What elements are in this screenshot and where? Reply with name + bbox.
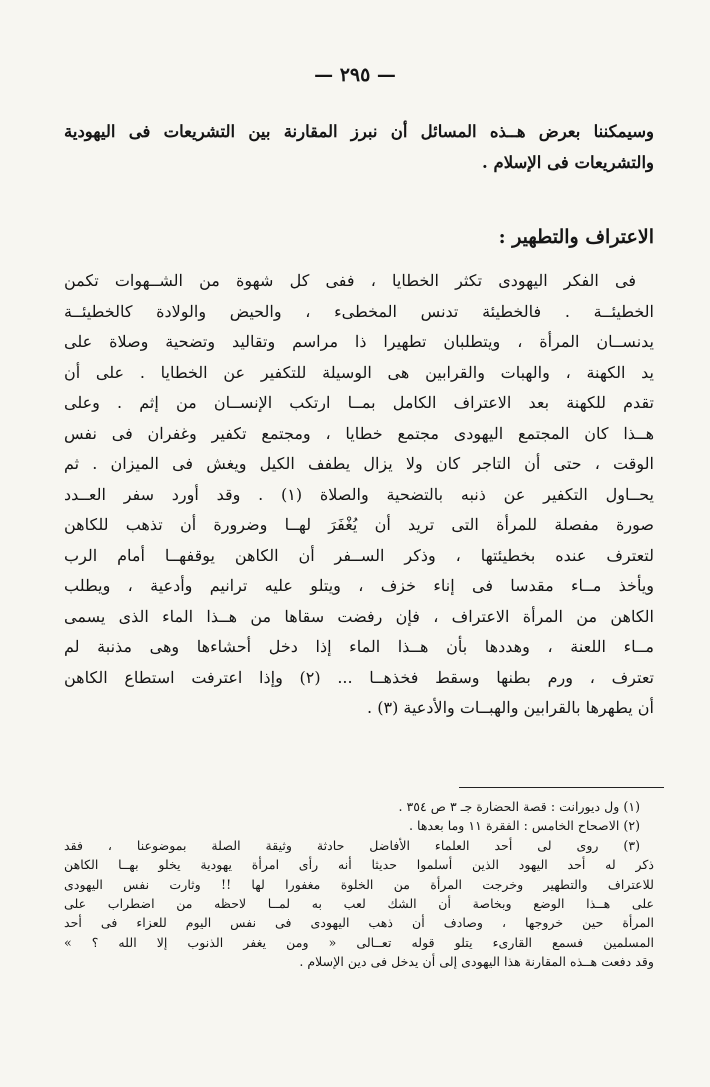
body-line: الوقت ، حتى أن التاجر كان ولا يزال يطفف الكيل ويغش فى الميزان . ثم bbox=[64, 454, 654, 473]
body-line: فى الفكر اليهودى تكثر الخطايا ، ففى كل شهوة من الشــهوات تكمن bbox=[64, 271, 636, 290]
intro-line: والتشريعات فى الإسلام . bbox=[482, 153, 654, 172]
body-line: مــاء اللعنة ، وهددها بأن هــذا الماء إذا دخل أحشاءها وهى مذنبة لم bbox=[64, 637, 654, 656]
intro-paragraph bbox=[64, 116, 654, 178]
body-line: الخطيئــة . فالخطيئة تدنس المخطىء ، والحيض والولادة كالخطيئــة bbox=[64, 301, 654, 321]
body-line: الكاهن من المرأة الاعتراف ، فإن رفضت سقاها من هــذا الماء الذى يسمى bbox=[64, 606, 654, 626]
footnote-divider bbox=[459, 787, 664, 788]
body-line: ويأخذ مــاء مقدسا فى إناء خزف ، ويتلو عليه ترانيم وأدعية ، ويطلب bbox=[64, 576, 654, 595]
footnote-line: ذكر له أحد اليهود الذين أسلموا حديثا أنه رأى امرأة يهودية يخلو بهــا الكاهن bbox=[64, 857, 654, 873]
body-line: تقدم للكهنة بعد الاعتراف الكامل بمــا ارتكب الإنســان من إثم . وعلى bbox=[64, 393, 654, 412]
body-line: هــذا كان المجتمع اليهودى مجتمع خطايا ، ومجتمع تكفير وغفران فى نفس bbox=[64, 423, 654, 443]
section-heading: الاعتراف والتطهير : bbox=[498, 226, 654, 248]
footnote-line: المسلمين فسمع القارىء يتلو قوله تعــالى « ومن يغفر الذنوب إلا الله ؟ » bbox=[64, 934, 654, 950]
footnote-line: وقد دفعت هــذه المقارنة هذا اليهودى إلى أن يدخل فى دين الإسلام . bbox=[299, 954, 654, 970]
footnote-line: (٣) روى لى أحد العلماء الأفاضل حادثة وثيقة الصلة بموضوعنا ، فقد bbox=[64, 837, 640, 853]
footnote-line: (٢) الاصحاح الخامس : الفقرة ١١ وما بعدها . bbox=[409, 818, 640, 834]
body-line: يد الكهنة ، والهبات والقرابين هى الوسيلة للتكفير عن الخطايا . على أن bbox=[64, 362, 654, 382]
body-line: يدنســان المرأة ، ويتطلبان تطهيرا ذا مراسم وتقاليد وتضحية وصلاة على bbox=[64, 332, 654, 351]
body-paragraph bbox=[64, 266, 654, 724]
footnote-line: للاعتراف والتطهير وخرجت المرأة من الخلوة مغفورا لها !! وثارت نفس اليهودى bbox=[64, 876, 654, 892]
footnote-line: المرأة حين خروجها ، وصادف أن ذهب اليهودى فى نفس اليوم للعزاء فى أحد bbox=[64, 915, 654, 931]
body-line: تعترف ، ورم بطنها وسقط فخذهــا ... (٢) وإذا اعترفت استطاع الكاهن bbox=[64, 667, 654, 687]
body-line: لتعترف عنده بخطيئتها ، وذكر الســفر أن الكاهن يوقفهــا أمام الرب bbox=[64, 545, 654, 565]
intro-line: وسيمكننا بعرض هــذه المسائل أن نبرز المقارنة بين التشريعات فى اليهودية bbox=[64, 122, 654, 141]
body-line: أن يطهرها بالقرابين والهبــات والأدعية (٣) . bbox=[367, 698, 654, 717]
body-line: صورة مفصلة للمرأة التى تريد أن يُغْفَرَ لهــا وضرورة أن تذهب للكاهن bbox=[64, 515, 654, 534]
footnote-line: على هــذا الوضع وبخاصة أن الشك لعب به لمــا لاحظه من اضطراب على bbox=[64, 896, 654, 912]
footnote-line: (١) ول ديورانت : قصة الحضارة جـ ٣ ص ٣٥٤ . bbox=[398, 799, 640, 814]
footnotes bbox=[64, 797, 654, 972]
page-number: — ٢٩٥ — bbox=[314, 64, 396, 86]
body-line: يحــاول التكفير عن ذنبه بالتضحية والصلاة (١) . وقد أورد سفر العــدد bbox=[64, 484, 654, 504]
